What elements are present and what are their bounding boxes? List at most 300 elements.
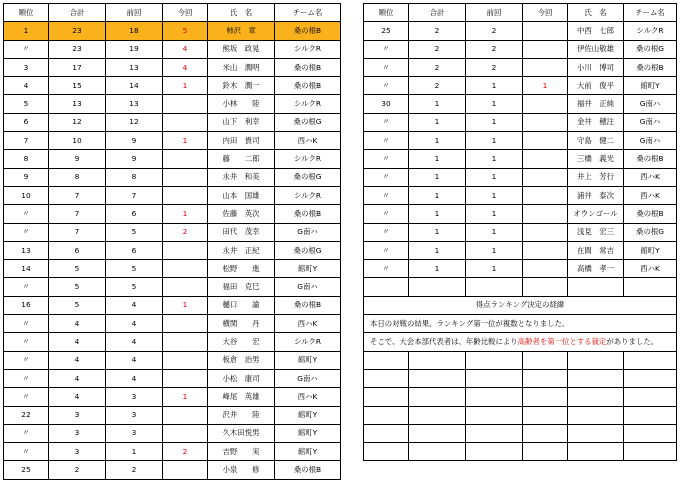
cell-name: 横関 丹 [208,315,275,333]
cell-previous: 12 [106,113,163,131]
cell-total: 1 [409,223,466,241]
cell-previous: 2 [466,40,523,58]
blank-cell [409,443,466,461]
table-row [4,369,341,387]
cell-previous: 1 [466,205,523,223]
header-team: チーム名 [624,4,677,22]
cell-total: 3 [49,406,106,424]
cell-name: 沢井 陸 [208,406,275,424]
cell-total: 5 [49,278,106,296]
cell-previous: 19 [106,40,163,58]
cell-current [163,406,208,424]
blank-cell [364,278,409,296]
cell-total: 2 [409,77,466,95]
cell-total: 1 [409,150,466,168]
cell-previous: 5 [106,260,163,278]
cell-team: 館町Y [624,77,677,95]
header-team: チーム名 [275,4,341,22]
cell-current [163,424,208,442]
cell-name: 永井 正紀 [208,241,275,259]
cell-name: 福田 克巳 [208,278,275,296]
cell-total: 4 [49,388,106,406]
blank-cell [624,388,677,406]
table-row [4,77,341,95]
blank-cell [523,406,568,424]
header-name: 氏 名 [208,4,275,22]
cell-previous: 1 [466,223,523,241]
blank-row [364,369,677,387]
notes-line2-red: 高齢者を第一位とする裁定 [517,336,607,346]
cell-name: 米山 潤明 [208,58,275,76]
cell-current [523,58,568,76]
cell-current [163,113,208,131]
cell-name: 中西 七郎 [568,22,624,40]
blank-row [364,424,677,442]
cell-previous: 4 [106,351,163,369]
blank-cell [624,278,677,296]
cell-previous: 4 [106,333,163,351]
cell-rank: 22 [4,406,49,424]
cell-total: 4 [49,315,106,333]
blank-cell [409,351,466,369]
cell-previous: 6 [106,205,163,223]
cell-team: 桑の根G [624,223,677,241]
cell-rank: 30 [364,95,409,113]
cell-team: 桑の根G [275,241,341,259]
cell-previous: 1 [106,443,163,461]
right-ranking-table [363,3,677,461]
table-row [364,223,677,241]
blank-cell [466,351,523,369]
cell-team: G南ハ [275,278,341,296]
cell-rank: 13 [4,241,49,259]
blank-cell [624,351,677,369]
cell-current [523,205,568,223]
blank-cell [568,369,624,387]
cell-team: シルクR [275,333,341,351]
cell-current: 1 [163,388,208,406]
cell-previous: 6 [106,241,163,259]
cell-total: 23 [49,40,106,58]
cell-rank: 25 [4,461,49,479]
notes-line2-pre: そこで、大会本部代表者は、年齢比較により [370,336,518,346]
cell-rank: 〃 [364,113,409,131]
cell-team: G南ハ [624,113,677,131]
cell-team: G南ハ [624,95,677,113]
cell-name: 小松 康司 [208,369,275,387]
cell-previous: 5 [106,278,163,296]
table-row [4,461,341,479]
table-row [4,223,341,241]
blank-cell [624,443,677,461]
cell-previous: 14 [106,77,163,95]
cell-total: 7 [49,205,106,223]
blank-cell [624,369,677,387]
cell-previous: 1 [466,260,523,278]
cell-name: 山下 利幸 [208,113,275,131]
cell-current [163,260,208,278]
cell-rank: 〃 [4,278,49,296]
cell-rank: 〃 [4,443,49,461]
cell-team: シルクR [275,95,341,113]
cell-previous: 1 [466,132,523,150]
table-row [4,260,341,278]
left-ranking-table [3,3,341,480]
cell-current [523,113,568,131]
cell-name: 福井 正純 [568,95,624,113]
table-row [4,296,341,314]
cell-current: 1 [163,205,208,223]
cell-name: 在間 常吉 [568,241,624,259]
cell-rank: 6 [4,113,49,131]
cell-name: 藤 二郎 [208,150,275,168]
cell-current [163,369,208,387]
cell-current [523,132,568,150]
blank-row [364,351,677,369]
blank-cell [364,424,409,442]
cell-name: 浅見 宏三 [568,223,624,241]
cell-rank: 3 [4,58,49,76]
cell-current: 1 [163,132,208,150]
cell-team: 桑の根G [275,113,341,131]
blank-cell [523,443,568,461]
cell-name: 熊坂 政晃 [208,40,275,58]
cell-total: 4 [49,351,106,369]
cell-rank: 9 [4,168,49,186]
cell-previous: 1 [466,113,523,131]
cell-team: 桑の根B [275,296,341,314]
cell-rank: 7 [4,132,49,150]
blank-cell [466,406,523,424]
blank-cell [466,369,523,387]
table-row [4,95,341,113]
cell-current [523,150,568,168]
cell-total: 3 [49,424,106,442]
table-row [4,333,341,351]
cell-name: 柿沢 章 [208,22,275,40]
cell-total: 1 [409,95,466,113]
table-row [364,58,677,76]
blank-row [364,278,677,296]
blank-cell [523,424,568,442]
header-previous: 前回 [106,4,163,22]
cell-rank: 8 [4,150,49,168]
cell-rank: 〃 [4,351,49,369]
cell-team: 桑の根B [275,205,341,223]
cell-current [163,241,208,259]
notes-line1-row [364,315,677,333]
blank-cell [568,388,624,406]
cell-current: 5 [163,22,208,40]
cell-previous: 3 [106,424,163,442]
cell-current [163,168,208,186]
cell-team: シルクR [275,186,341,204]
cell-current: 2 [163,443,208,461]
cell-rank: 14 [4,260,49,278]
table-row [4,406,341,424]
blank-cell [364,443,409,461]
cell-current [163,351,208,369]
blank-cell [568,278,624,296]
blank-cell [409,278,466,296]
cell-previous: 1 [466,186,523,204]
cell-total: 12 [49,113,106,131]
cell-total: 5 [49,296,106,314]
cell-total: 6 [49,241,106,259]
table-row [364,77,677,95]
cell-previous: 1 [466,95,523,113]
cell-rank: 〃 [4,369,49,387]
cell-current [523,260,568,278]
cell-team: 桑の根B [624,58,677,76]
cell-total: 9 [49,150,106,168]
cell-team: 西ハK [624,168,677,186]
cell-team: 館町Y [275,406,341,424]
header-row [364,4,677,22]
table-row [4,113,341,131]
notes-line2-post: がありました。 [606,336,659,346]
table-row [4,58,341,76]
blank-cell [466,278,523,296]
cell-name: 高橋 孝一 [568,260,624,278]
cell-current: 4 [163,58,208,76]
cell-total: 3 [49,443,106,461]
blank-cell [409,388,466,406]
cell-current: 1 [163,77,208,95]
blank-cell [364,351,409,369]
table-row [4,205,341,223]
cell-team: G南ハ [275,369,341,387]
cell-name: 小川 博司 [568,58,624,76]
cell-current [523,168,568,186]
cell-name: 大谷 宏 [208,333,275,351]
cell-previous: 18 [106,22,163,40]
table-row [4,22,341,40]
cell-current [523,186,568,204]
cell-previous: 8 [106,168,163,186]
cell-previous: 9 [106,132,163,150]
cell-total: 10 [49,132,106,150]
header-total: 合計 [49,4,106,22]
blank-cell [568,406,624,424]
cell-current [523,40,568,58]
notes-line2 [364,333,677,351]
cell-name: 田代 茂幸 [208,223,275,241]
blank-row [364,406,677,424]
table-row [4,351,341,369]
blank-cell [364,369,409,387]
blank-cell [624,406,677,424]
table-row [4,278,341,296]
cell-team: 桑の根B [624,150,677,168]
blank-row [364,388,677,406]
cell-rank: 〃 [364,205,409,223]
table-row [4,241,341,259]
cell-name: 吉野 実 [208,443,275,461]
cell-rank: 〃 [4,333,49,351]
table-row [4,168,341,186]
blank-cell [523,278,568,296]
cell-previous: 1 [466,241,523,259]
cell-total: 1 [409,260,466,278]
cell-total: 2 [409,40,466,58]
table-row [364,132,677,150]
cell-name: 小林 陸 [208,95,275,113]
blank-cell [523,369,568,387]
table-row [4,315,341,333]
cell-name: 大前 俊平 [568,77,624,95]
cell-name: 山本 国雄 [208,186,275,204]
cell-total: 23 [49,22,106,40]
blank-cell [466,424,523,442]
cell-current: 2 [163,223,208,241]
blank-cell [568,424,624,442]
cell-total: 13 [49,95,106,113]
cell-name: 佐藤 英次 [208,205,275,223]
cell-current: 1 [523,77,568,95]
cell-previous: 2 [466,58,523,76]
cell-rank: 〃 [4,315,49,333]
cell-rank: 〃 [364,186,409,204]
cell-total: 2 [409,22,466,40]
cell-name: 小泉 修 [208,461,275,479]
cell-rank: 10 [4,186,49,204]
cell-team: 西ハK [624,186,677,204]
cell-team: 館町Y [275,443,341,461]
cell-team: 西ハK [624,260,677,278]
blank-cell [364,388,409,406]
table-row [4,443,341,461]
blank-row [364,443,677,461]
cell-name: 峰尾 英雄 [208,388,275,406]
cell-previous: 1 [466,150,523,168]
cell-total: 2 [49,461,106,479]
table-row [4,388,341,406]
cell-name: 浦井 泰次 [568,186,624,204]
cell-total: 1 [409,241,466,259]
cell-rank: 〃 [364,132,409,150]
cell-total: 1 [409,205,466,223]
table-row [4,40,341,58]
cell-total: 4 [49,369,106,387]
cell-name: 樋口 諭 [208,296,275,314]
blank-cell [409,424,466,442]
cell-previous: 4 [106,296,163,314]
notes-title: 得点ランキング決定の経緯 [364,296,677,314]
notes-line2-row [364,333,677,351]
cell-rank: 〃 [364,40,409,58]
cell-name: 内田 貴司 [208,132,275,150]
cell-previous: 2 [466,22,523,40]
cell-rank: 〃 [364,260,409,278]
table-row [4,132,341,150]
cell-rank: 1 [4,22,49,40]
cell-rank: 〃 [364,77,409,95]
header-rank: 順位 [4,4,49,22]
cell-current: 4 [163,40,208,58]
cell-current [163,278,208,296]
cell-previous: 4 [106,315,163,333]
cell-name: 伊佐山敬雄 [568,40,624,58]
header-previous: 前回 [466,4,523,22]
cell-total: 17 [49,58,106,76]
cell-team: シルクR [624,22,677,40]
cell-rank: 16 [4,296,49,314]
table-row [364,22,677,40]
cell-rank: 〃 [364,168,409,186]
cell-team: 館町Y [275,424,341,442]
cell-rank: 〃 [4,40,49,58]
cell-previous: 1 [466,168,523,186]
cell-previous: 2 [106,461,163,479]
table-row [364,113,677,131]
cell-name: 金井 穂注 [568,113,624,131]
cell-total: 2 [409,58,466,76]
cell-team: 館町Y [275,260,341,278]
cell-previous: 5 [106,223,163,241]
blank-cell [409,369,466,387]
cell-rank: 〃 [364,223,409,241]
cell-name: 松野 進 [208,260,275,278]
cell-team: 館町Y [275,351,341,369]
cell-current [523,95,568,113]
blank-cell [364,406,409,424]
cell-team: 桑の根B [275,77,341,95]
cell-previous: 7 [106,186,163,204]
cell-rank: 〃 [364,241,409,259]
cell-team: 桑の根B [624,205,677,223]
blank-cell [466,443,523,461]
blank-cell [466,388,523,406]
header-total: 合計 [409,4,466,22]
cell-total: 1 [409,186,466,204]
cell-rank: 5 [4,95,49,113]
cell-name: 三橋 義光 [568,150,624,168]
cell-team: 桑の根G [275,168,341,186]
cell-name: 鈴木 潤一 [208,77,275,95]
blank-cell [624,424,677,442]
cell-current [163,186,208,204]
cell-previous: 3 [106,406,163,424]
table-row [4,186,341,204]
cell-current [163,461,208,479]
table-row [364,150,677,168]
cell-team: 桑の根B [275,22,341,40]
cell-name: 久木田悦男 [208,424,275,442]
cell-current [163,333,208,351]
cell-total: 7 [49,186,106,204]
cell-previous: 13 [106,58,163,76]
header-row [4,4,341,22]
cell-name: 井上 芳行 [568,168,624,186]
table-row [364,205,677,223]
table-row [364,40,677,58]
cell-current [163,95,208,113]
header-current: 今回 [163,4,208,22]
cell-name: オウンゴール [568,205,624,223]
cell-team: シルクR [275,40,341,58]
blank-cell [568,443,624,461]
table-row [364,241,677,259]
cell-total: 8 [49,168,106,186]
cell-rank: 〃 [4,223,49,241]
cell-total: 4 [49,333,106,351]
cell-team: 西ハK [275,132,341,150]
cell-rank: 25 [364,22,409,40]
cell-total: 1 [409,113,466,131]
cell-previous: 9 [106,150,163,168]
cell-team: G南ハ [624,132,677,150]
